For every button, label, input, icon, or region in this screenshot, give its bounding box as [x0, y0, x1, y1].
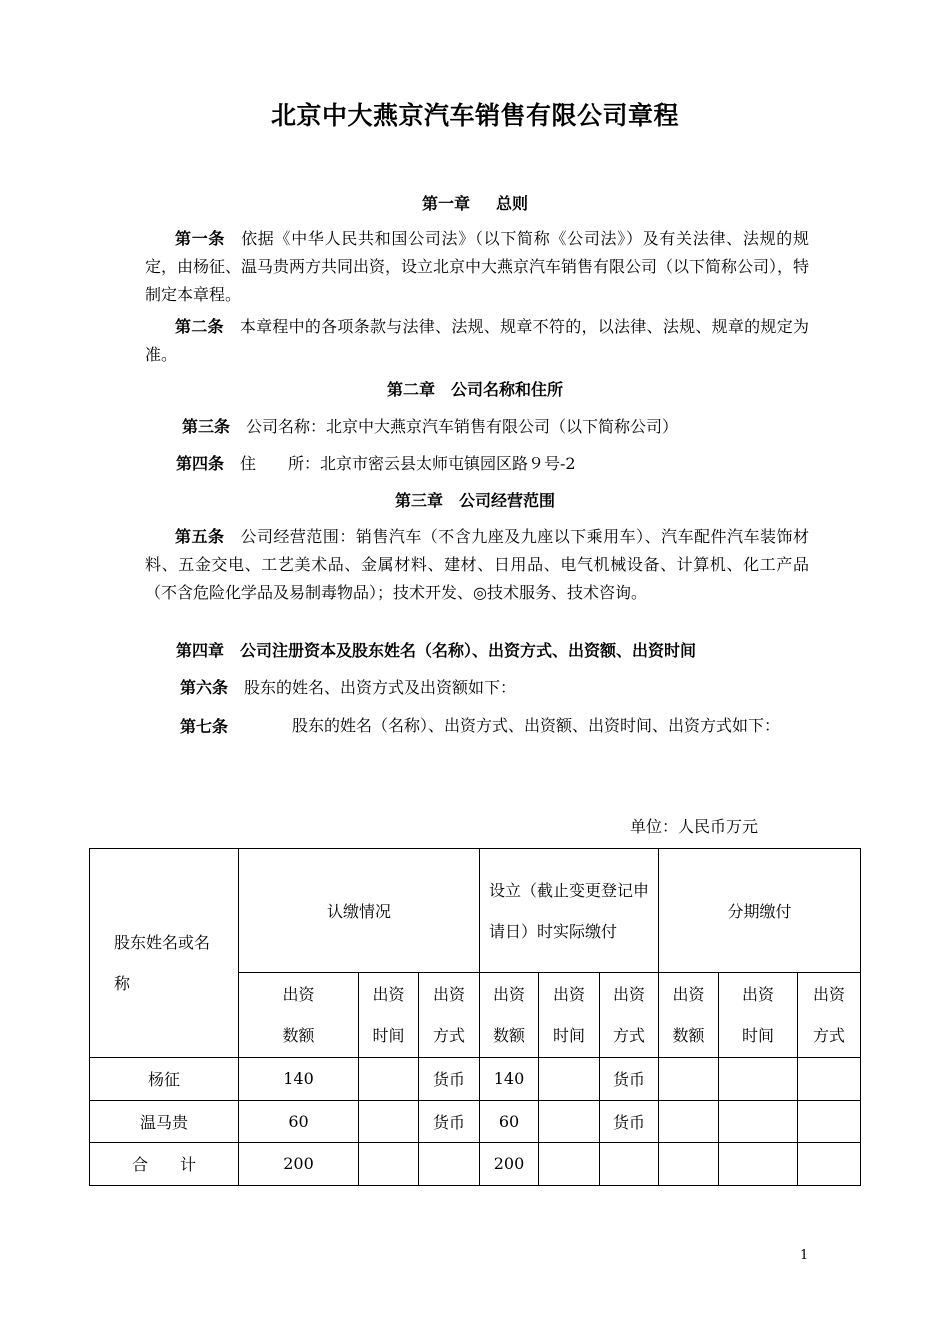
subscribed-time [359, 1142, 419, 1185]
chapter-4-heading: 第四章 公司注册资本及股东姓名（名称）、出资方式、出资额、出资时间 [176, 641, 697, 660]
paid-time [539, 1142, 600, 1185]
installment-method [798, 1057, 861, 1100]
chapter-1-name: 总则 [496, 194, 529, 213]
shareholder-name: 杨征 [90, 1057, 239, 1100]
table-header-row [90, 849, 861, 973]
chapter-1-number: 第一章 [421, 194, 470, 213]
article-2-label: 第二条 [175, 317, 224, 336]
article-5 [145, 523, 809, 607]
currency-unit: 单位：人民币万元 [630, 817, 759, 836]
installment-time [719, 1100, 798, 1142]
chapter-2-heading: 第二章 公司名称和住所 [386, 380, 563, 399]
subscribed-time [359, 1057, 419, 1100]
article-1-text: 依据《中华人民共和国公司法》（以下简称《公司法》）及有关法律、法规的规定，由杨征、温马贵两方共同出资，设立北京中大燕京汽车销售有限公司（以下简称公司），特制定本章程。 [145, 229, 810, 304]
article-6-label: 第六条 [180, 678, 229, 697]
capital-contribution-table [89, 848, 861, 1186]
subheader-cell: 出资时间 [719, 973, 798, 1057]
installment-method [798, 1100, 861, 1142]
subscribed-time [359, 1100, 419, 1142]
article-5-text: 公司经营范围：销售汽车（不含九座及九座以下乘用车）、汽车配件汽车装饰材料、五金交电、工艺美术品、金属材料、建材、日用品、电气机械设备、计算机、化工产品（不含危险化学品及易制毒物品）；技术开发、◎技术服务、技术咨询。 [145, 527, 809, 602]
shareholder-header: 股东姓名或名称 [90, 849, 239, 1058]
article-3-text: 公司名称：北京中大燕京汽车销售有限公司（以下简称公司） [246, 417, 679, 436]
article-1 [145, 225, 809, 309]
installment-amount [659, 1142, 719, 1185]
installment-method [798, 1142, 861, 1185]
subheader-cell: 出资时间 [359, 973, 419, 1057]
installment-header: 分期缴付 [659, 849, 861, 973]
installment-time [719, 1142, 798, 1185]
article-3 [182, 413, 812, 441]
paid-time [539, 1057, 600, 1100]
article-4 [176, 450, 806, 478]
paid-time [539, 1100, 600, 1142]
table-total-row [90, 1142, 861, 1185]
paid-amount: 200 [480, 1142, 539, 1185]
page-number: 1 [800, 1248, 809, 1263]
subheader-cell: 出资方式 [798, 973, 861, 1057]
article-3-label: 第三条 [182, 417, 231, 436]
total-label: 合 计 [90, 1142, 239, 1185]
installment-time [719, 1057, 798, 1100]
subscribed-method [419, 1142, 480, 1185]
chapter-1-heading [0, 191, 950, 214]
article-2-text: 本章程中的各项条款与法律、法规、规章不符的，以法律、法规、规章的规定为准。 [145, 317, 809, 364]
paid-amount: 140 [480, 1057, 539, 1100]
installment-amount [659, 1100, 719, 1142]
article-6-text: 股东的姓名、出资方式及出资额如下： [244, 678, 517, 697]
paid-method [600, 1142, 659, 1185]
table-row [90, 1100, 861, 1142]
paid-method: 货币 [600, 1057, 659, 1100]
article-4-label: 第四条 [176, 454, 225, 473]
subscribed-amount: 200 [239, 1142, 359, 1185]
chapter-3-heading: 第三章 公司经营范围 [394, 491, 555, 510]
document-title: 北京中大燕京汽车销售有限公司章程 [270, 101, 679, 130]
paid-method: 货币 [600, 1100, 659, 1142]
article-5-label: 第五条 [175, 527, 225, 546]
article-2 [145, 313, 809, 369]
subscribed-amount: 60 [239, 1100, 359, 1142]
paid-amount: 60 [480, 1100, 539, 1142]
article-6 [180, 674, 810, 702]
subscribed-method: 货币 [419, 1057, 480, 1100]
table-row [90, 1057, 861, 1100]
shareholder-name: 温马贵 [90, 1100, 239, 1142]
article-1-label: 第一条 [175, 229, 226, 248]
subscribed-amount: 140 [239, 1057, 359, 1100]
subscribed-method: 货币 [419, 1100, 480, 1142]
subheader-cell: 出资数额 [480, 973, 539, 1057]
article-4-text: 住 所：北京市密云县太师屯镇园区路９号-2 [240, 454, 576, 473]
subheader-cell: 出资方式 [600, 973, 659, 1057]
subheader-cell: 出资时间 [539, 973, 600, 1057]
article-7-label: 第七条 [180, 717, 229, 736]
installment-amount [659, 1057, 719, 1100]
subscribed-header: 认缴情况 [239, 849, 480, 973]
subheader-cell: 出资数额 [659, 973, 719, 1057]
article-7-text: 股东的姓名（名称）、出资方式、出资额、出资时间、出资方式如下： [292, 716, 781, 735]
subheader-cell: 出资方式 [419, 973, 480, 1057]
paid-header: 设立（截止变更登记申请日）时实际缴付 [480, 849, 659, 973]
subheader-cell: 出资数额 [239, 973, 359, 1057]
